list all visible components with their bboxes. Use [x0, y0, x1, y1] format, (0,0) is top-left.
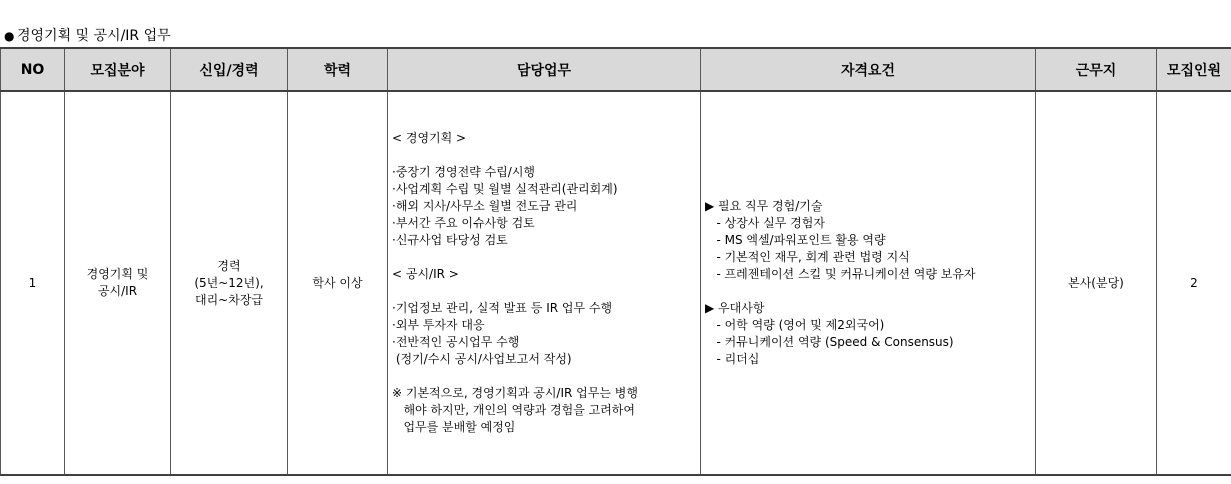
blank-line [392, 249, 700, 266]
cell-type-line: 대리~차장급 [194, 292, 263, 307]
header-field: 모집분야 [65, 48, 171, 91]
recruitment-table [0, 47, 1231, 476]
list-item: - 기본적인 재무, 회계 관련 법령 지식 [705, 250, 910, 264]
header-row [1, 48, 1231, 91]
list-item: - MS 엑셀/파워포인트 활용 역량 [705, 233, 886, 247]
list-item: ▶ 필요 직무 경험/기술 [705, 199, 823, 213]
blank-line [392, 283, 700, 300]
cell-type-line: (5년~12년), [194, 275, 264, 290]
header-no: NO [1, 48, 65, 91]
header-duties: 담당업무 [388, 48, 701, 91]
qualifications-list [705, 198, 1035, 368]
list-item: - 리더십 [705, 352, 760, 366]
list-item: ·해외 지사/사무소 월별 전도금 관리 [392, 199, 578, 213]
cell-duties [388, 91, 701, 475]
table-row [1, 91, 1231, 475]
header-qualifications: 자격요건 [701, 48, 1036, 91]
list-item: < 공시/IR > [392, 267, 459, 281]
blank-line [705, 283, 1035, 300]
list-item: - 어학 역량 (영어 및 제2외국어) [705, 318, 885, 332]
header-type: 신입/경력 [171, 48, 288, 91]
bullet-icon: ● [4, 29, 15, 43]
section-title-text: 경영기획 및 공시/IR 업무 [17, 28, 171, 44]
cell-type [171, 91, 288, 475]
blank-line [392, 368, 700, 385]
list-item: (정기/수시 공시/사업보고서 작성) [392, 352, 572, 366]
list-item: 업무를 분배할 예정임 [392, 420, 516, 434]
cell-field [65, 91, 171, 475]
list-item: ·부서간 주요 이슈사항 검토 [392, 216, 535, 230]
list-item: 해야 하지만, 개인의 역량과 경험을 고려하여 [392, 403, 635, 417]
cell-no: 1 [1, 91, 65, 475]
cell-field-line: 경영기획 및 [86, 267, 149, 281]
list-item: ·전반적인 공시업무 수행 [392, 335, 520, 349]
list-item: ·신규사업 타당성 검토 [392, 233, 508, 247]
list-item: ·중장기 경영전략 수립/시행 [392, 165, 535, 179]
cell-field-line: 공시/IR [97, 284, 138, 298]
cell-qualifications [701, 91, 1036, 475]
list-item: ·기업정보 관리, 실적 발표 등 IR 업무 수행 [392, 301, 613, 315]
cell-type-line: 경력 [217, 258, 241, 273]
cell-location: 본사(분당) [1036, 91, 1157, 475]
list-item: ▶ 우대사항 [705, 301, 765, 315]
list-item: - 프레젠테이션 스킬 및 커뮤니케이션 역량 보유자 [705, 267, 976, 281]
header-location: 근무지 [1036, 48, 1157, 91]
list-item: < 경영기획 > [392, 131, 467, 145]
cell-education: 학사 이상 [288, 91, 388, 475]
header-headcount: 모집인원 [1157, 48, 1231, 91]
header-education: 학력 [288, 48, 388, 91]
list-item: ·사업계획 수립 및 월별 실적관리(관리회계) [392, 182, 618, 196]
list-item: ※ 기본적으로, 경영기획과 공시/IR 업무는 병행 [392, 386, 638, 400]
duties-list [392, 130, 700, 436]
list-item: - 상장사 실무 경험자 [705, 216, 825, 230]
cell-headcount: 2 [1157, 91, 1231, 475]
list-item: ·외부 투자자 대응 [392, 318, 485, 332]
list-item: - 커뮤니케이션 역량 (Speed & Consensus) [705, 335, 954, 349]
section-title [4, 27, 171, 45]
blank-line [392, 147, 700, 164]
